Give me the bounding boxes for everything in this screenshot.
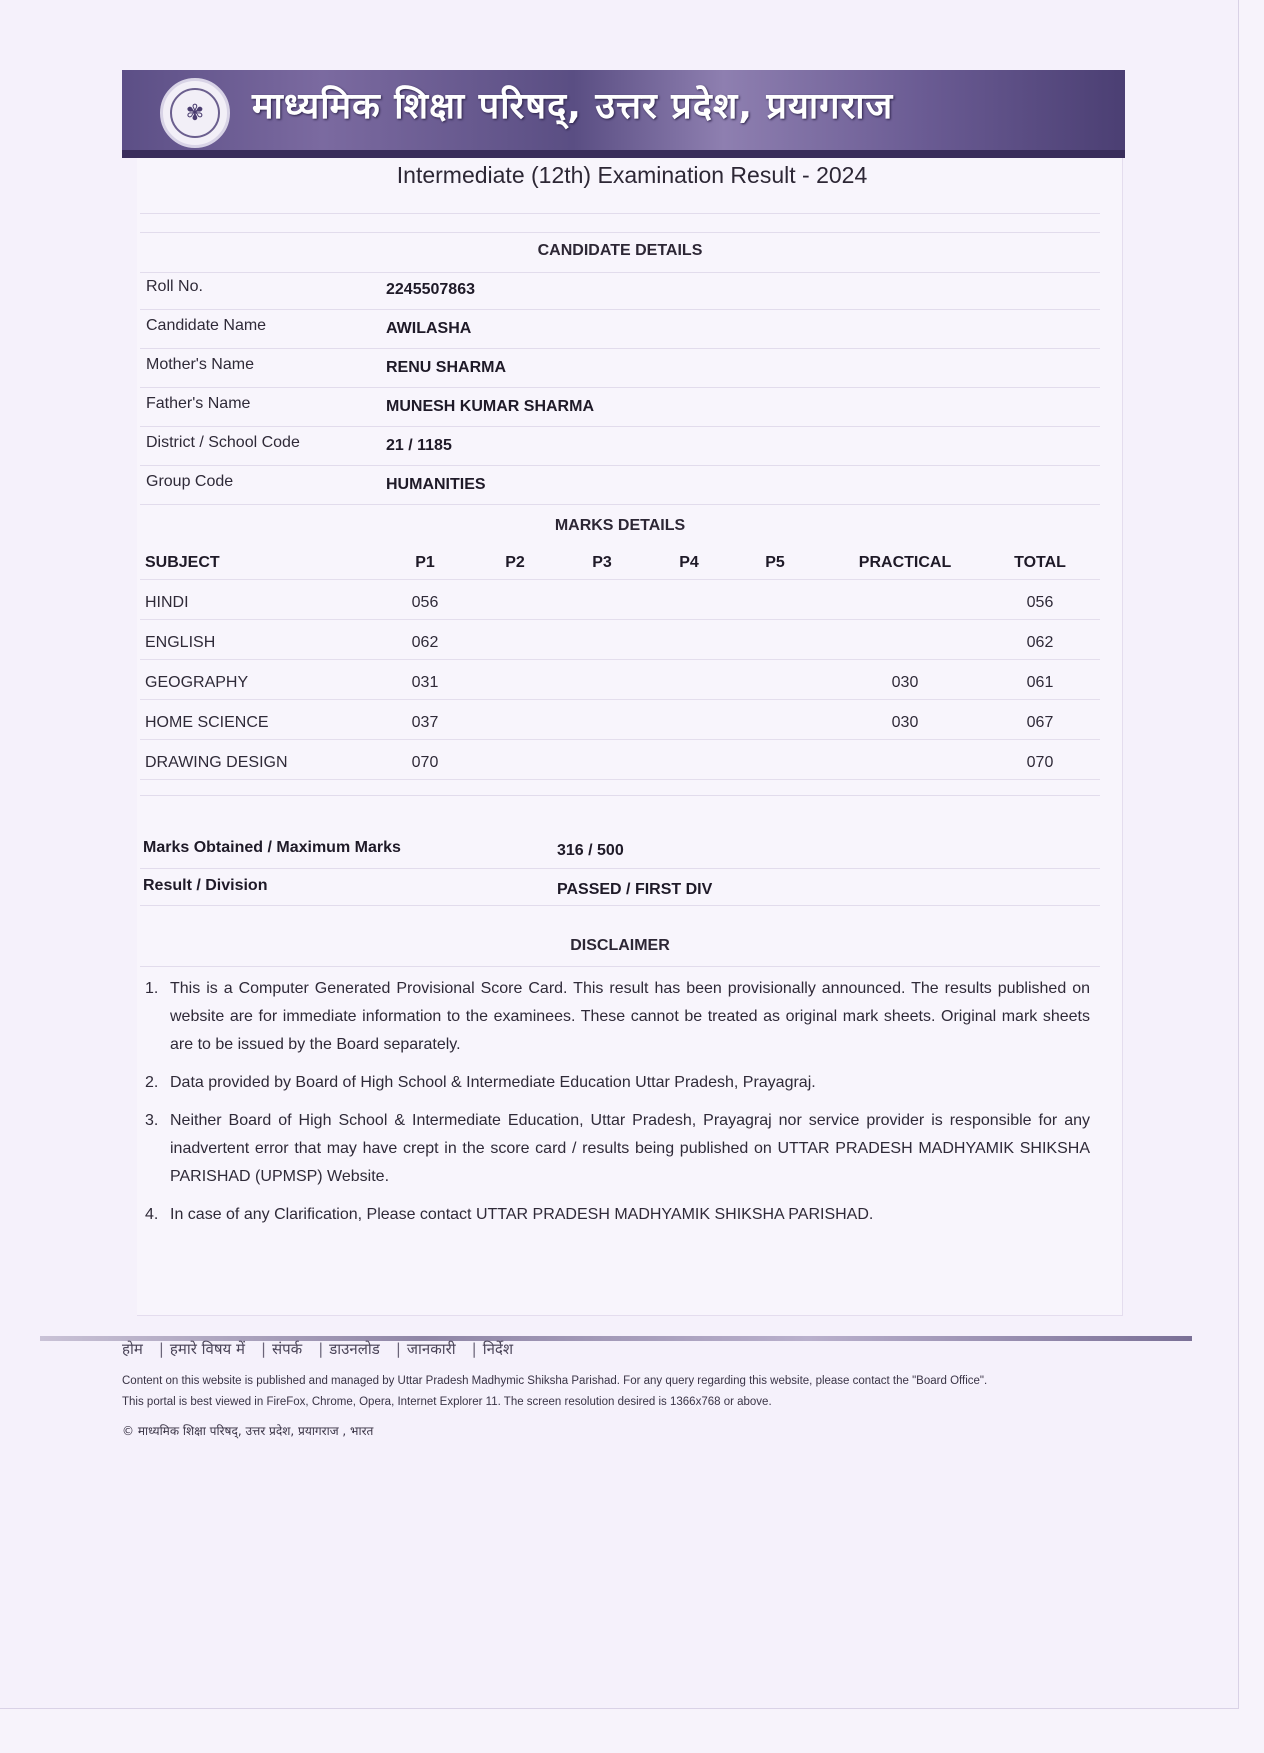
disclaimer-number: 2. [145, 1074, 159, 1091]
cell-total: 056 [1026, 594, 1054, 611]
divider [140, 387, 1100, 388]
divider [140, 868, 1100, 869]
footer-nav-link[interactable]: संपर्क [272, 1340, 303, 1358]
candidate-field-value: RENU SHARMA [386, 359, 506, 376]
candidate-field-value: 21 / 1185 [386, 437, 452, 454]
cell-subject: DRAWING DESIGN [145, 754, 288, 771]
divider [140, 465, 1100, 466]
col-total: TOTAL [1014, 554, 1066, 571]
banner-title: माध्यमिक शिक्षा परिषद्, उत्तर प्रदेश, प्रयागराज [252, 86, 894, 127]
marks-table [140, 540, 1100, 780]
disclaimer-item [145, 1069, 1090, 1097]
nav-separator: | [260, 1340, 267, 1358]
disclaimer-text: Data provided by Board of High School & Intermediate Education Uttar Pradesh, Prayagraj. [170, 1074, 816, 1091]
disclaimer-list [145, 975, 1090, 1239]
candidate-section-title: CANDIDATE DETAILS [537, 242, 703, 259]
marks-header-row [140, 540, 1100, 580]
footer-copyright: © माध्यमिक शिक्षा परिषद्, उत्तर प्रदेश, प्रयागराज , भारत [122, 1424, 374, 1438]
cell-subject: HINDI [145, 594, 189, 611]
result-label: Result / Division [143, 877, 268, 894]
disclaimer-text: This is a Computer Generated Provisional Score Card. This result has been provisionally announced. The results published on website are for immediate information to the examinees. These cannot be treated as original mark sheets. Original mark sheets are to be issued by the Board separately. [170, 980, 1090, 1053]
disclaimer-number: 3. [145, 1112, 159, 1129]
cell-p1: 031 [411, 674, 439, 691]
disclaimer-text: In case of any Clarification, Please contact UTTAR PRADESH MADHYAMIK SHIKSHA PARISHAD. [170, 1206, 874, 1223]
col-p2: P2 [505, 554, 525, 571]
col-subject: SUBJECT [145, 554, 220, 571]
candidate-field-label: Candidate Name [146, 317, 267, 334]
footer-nav [122, 1339, 519, 1359]
col-p4: P4 [679, 554, 699, 571]
table-row [140, 620, 1100, 660]
nav-separator: | [158, 1340, 164, 1358]
nav-separator: | [318, 1340, 324, 1358]
footer-nav-link[interactable]: डाउनलोड [329, 1340, 380, 1358]
footer-nav-link[interactable]: हमारे विषय में [169, 1340, 245, 1358]
divider [140, 213, 1100, 214]
footer-content-note: Content on this website is published and managed by Uttar Pradesh Madhymic Shiksha Parishad. For any query regarding this website, please contact the "Board Office". [122, 1375, 988, 1387]
divider [140, 504, 1100, 505]
divider [140, 966, 1100, 967]
cell-total: 067 [1026, 714, 1054, 731]
header-banner [122, 70, 1125, 158]
divider [140, 232, 1100, 233]
col-p5: P5 [765, 554, 785, 571]
cell-practical: 030 [891, 674, 919, 691]
disclaimer-number: 4. [145, 1206, 159, 1223]
candidate-field-value: 2245507863 [386, 281, 475, 298]
exam-title: Intermediate (12th) Examination Result - 2024 [396, 162, 868, 188]
disclaimer-item [145, 975, 1090, 1059]
divider [140, 272, 1100, 273]
disclaimer-number: 1. [145, 980, 159, 997]
footer-browser-note: This portal is best viewed in FireFox, Chrome, Opera, Internet Explorer 11. The screen resolution desired is 1366x768 or above. [122, 1396, 772, 1408]
footer-nav-link[interactable]: निर्देश [482, 1340, 514, 1358]
cell-p1: 062 [411, 634, 439, 651]
marks-obtained-label: Marks Obtained / Maximum Marks [143, 839, 401, 856]
disclaimer-title: DISCLAIMER [570, 937, 670, 954]
nav-separator: | [471, 1340, 477, 1358]
cell-p1: 037 [411, 714, 439, 731]
footer-nav-link[interactable]: होम [122, 1340, 143, 1358]
candidate-field-value: MUNESH KUMAR SHARMA [386, 398, 594, 415]
candidate-field-value: AWILASHA [386, 320, 472, 337]
cell-total: 061 [1026, 674, 1054, 691]
cell-subject: GEOGRAPHY [145, 674, 249, 691]
footer-nav-link[interactable]: जानकारी [406, 1340, 456, 1358]
disclaimer-text: Neither Board of High School & Intermediate Education, Uttar Pradesh, Prayagraj nor service provider is responsible for any inadvertent error that may have crept in the score card / results being published on UTTAR PRADESH MADHYAMIK SHIKSHA PARISHAD (UPMSP) Website. [170, 1112, 1090, 1185]
cell-p1: 070 [411, 754, 439, 771]
marks-section-title: MARKS DETAILS [554, 517, 686, 534]
table-row [140, 660, 1100, 700]
divider [140, 795, 1100, 796]
cell-subject: HOME SCIENCE [145, 714, 269, 731]
cell-subject: ENGLISH [145, 634, 216, 651]
col-practical: PRACTICAL [858, 554, 952, 571]
divider [140, 309, 1100, 310]
col-p1: P1 [415, 554, 435, 571]
nav-separator: | [395, 1340, 401, 1358]
board-logo-icon: ✾ [160, 78, 230, 148]
cell-p1: 056 [411, 594, 439, 611]
cell-total: 062 [1026, 634, 1054, 651]
candidate-field-value: HUMANITIES [386, 476, 486, 493]
cell-practical: 030 [891, 714, 919, 731]
candidate-field-label: Roll No. [146, 278, 203, 295]
table-row [140, 580, 1100, 620]
disclaimer-item [145, 1201, 1090, 1229]
result-value: PASSED / FIRST DIV [557, 881, 713, 898]
marks-obtained-value: 316 / 500 [557, 842, 624, 859]
candidate-field-label: Group Code [146, 473, 234, 490]
candidate-field-label: Mother's Name [146, 356, 254, 373]
table-row [140, 740, 1100, 780]
col-p3: P3 [592, 554, 612, 571]
table-row [140, 700, 1100, 740]
cell-total: 070 [1026, 754, 1054, 771]
candidate-field-label: District / School Code [146, 434, 300, 451]
divider [140, 905, 1100, 906]
divider [140, 426, 1100, 427]
candidate-field-label: Father's Name [146, 395, 251, 412]
disclaimer-item [145, 1107, 1090, 1191]
divider [140, 348, 1100, 349]
